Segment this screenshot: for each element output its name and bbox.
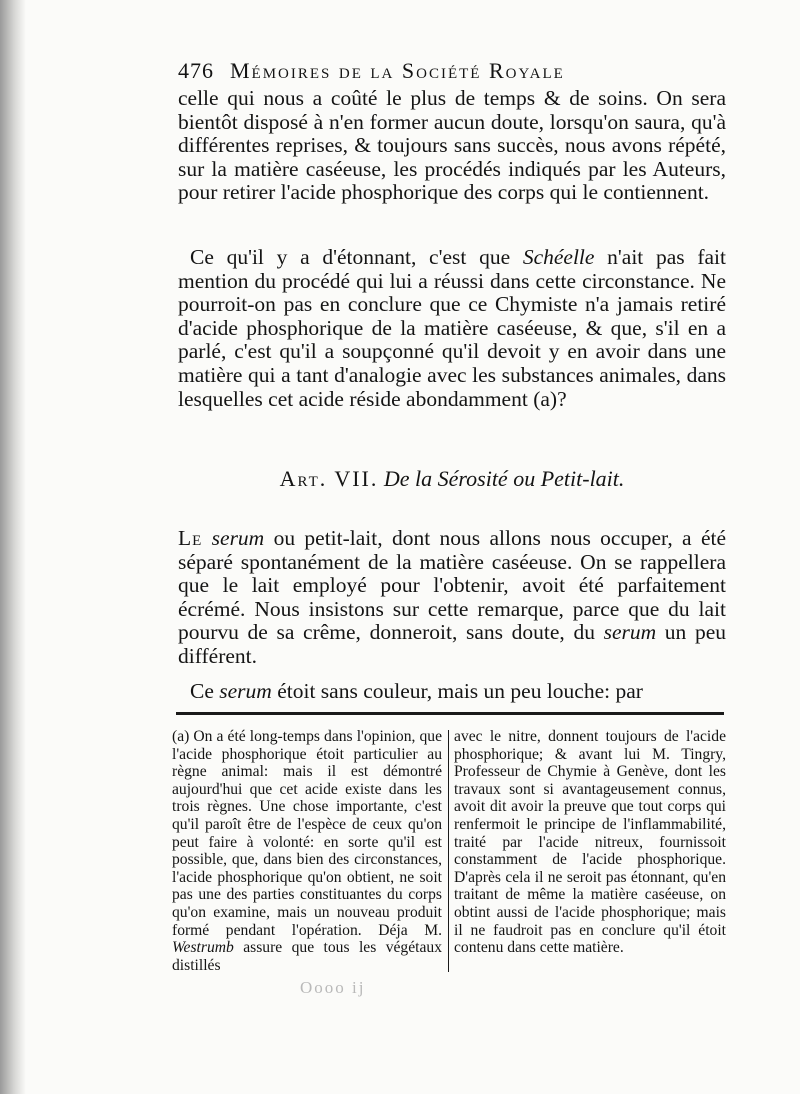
signature-mark: Oooo ij	[300, 978, 366, 997]
page-header	[178, 58, 738, 84]
paragraph-3-initial: Le	[178, 526, 203, 550]
paragraph-3-s2: ou petit-lait, dont nous allons nous occuper, a été séparé spontanément de la matière caséeuse. On se rappellera que le lait employé pour l'obtenir, avoit été parfaitement écrémé. Nous insistons sur cette remarque, parce que du lait pourvu de sa crême, donneroit, sans doute, du	[178, 526, 727, 645]
paragraph-serum	[178, 527, 726, 669]
paragraph-3-text	[178, 527, 726, 669]
running-title: Mémoires de la Société Royale	[230, 58, 565, 83]
paragraph-2-text	[178, 246, 726, 411]
footnote-right-column	[454, 728, 726, 957]
footnote-rule	[176, 712, 724, 715]
paragraph-3-serum-1: serum	[211, 526, 265, 550]
footnote-a-after: assure que tous les végétaux distillés	[172, 939, 442, 974]
paragraph-2-after: n'ait pas fait mention du procédé qui lui a réussi dans cette circonstance. Ne pourroit-on pas en conclure que ce Chymiste n'a jamais retiré d'acide phosphorique de la matière caséeuse, & que, s'il en a parlé, c'est qu'il a soupçonné qu'il devoit y en avoir dans une matière qui a tant d'analogie avec les substances animales, dans lesquelles cet acide réside abondamment (a)?	[178, 245, 726, 411]
page-gutter-shadow	[0, 0, 26, 1094]
paragraph-3-s3: un peu différent.	[178, 620, 726, 668]
paragraph-scheele	[178, 246, 726, 411]
footnote-a-text: (a) On a été long-temps dans l'opinion, que l'acide phosphorique étoit particulier au règne animal: mais il est démontré aujourd'hui que cet acide existe dans les trois règnes. Une chose importante, c'est qu'il paroît être de l'espèce de ceux qu'on peut faire à volonté: en sorte qu'il est possible, que, dans bien des circonstances, l'acide phosphorique qu'on obtient, ne soit pas une des parties constituantes du corps qu'on examine, mais un nouveau produit formé pendant l'opération. Déja M.	[172, 728, 442, 939]
paragraph-3-serum-2: serum	[603, 620, 657, 645]
article-title: De la Sérosité ou Petit-lait.	[383, 466, 625, 491]
paragraph-serum-description	[178, 680, 726, 704]
footnote-a-name: Westrumb	[172, 939, 234, 957]
footnote-a	[172, 728, 442, 974]
paragraph-1-text: celle qui nous a coûté le plus de temps & de soins. On sera bientôt disposé à n'en former aucun doute, lorsqu'on saura, qu'à différentes reprises, & toujours sans succès, nous avons répété, sur la matière caséeuse, les procédés indiqués par les Auteurs, pour retirer l'acide phosphorique des corps qui le contiennent.	[178, 86, 726, 205]
paragraph-continuation	[178, 87, 726, 205]
paragraph-4-text	[178, 680, 726, 704]
paragraph-2-name: Schéelle	[522, 245, 595, 269]
footnote-a-continued: avec le nitre, donnent toujours de l'acide phosphorique; & avant lui M. Tingry, Professeur de Chymie à Genève, dont les travaux sont si avantageusement connus, avoit dit avoir la preuve que tout corps qui renfermoit le principe de l'inflammabilité, traité par l'acide nitreux, fournissoit constamment de l'acide phosphorique. D'après cela il ne seroit pas étonnant, qu'en traitant de même la matière caséeuse, on obtint aussi de l'acide phosphorique; mais il ne faudroit pas en conclure qu'il étoit contenu dans cette matière.	[454, 728, 726, 957]
article-heading	[178, 466, 726, 492]
paragraph-4-after: étoit sans couleur, mais un peu louche: par	[271, 679, 643, 703]
paragraph-4-serum: serum	[219, 679, 272, 703]
page-number: 476	[178, 58, 214, 83]
footnote-left-column	[172, 728, 442, 974]
footnotes	[172, 728, 728, 978]
paragraph-3-s1	[202, 526, 211, 550]
paragraph-2-before: Ce qu'il y a d'étonnant, c'est que	[190, 245, 523, 269]
article-label: Art. VII.	[279, 466, 379, 491]
footnote-column-divider	[448, 730, 449, 972]
paragraph-4-before: Ce	[190, 679, 220, 703]
